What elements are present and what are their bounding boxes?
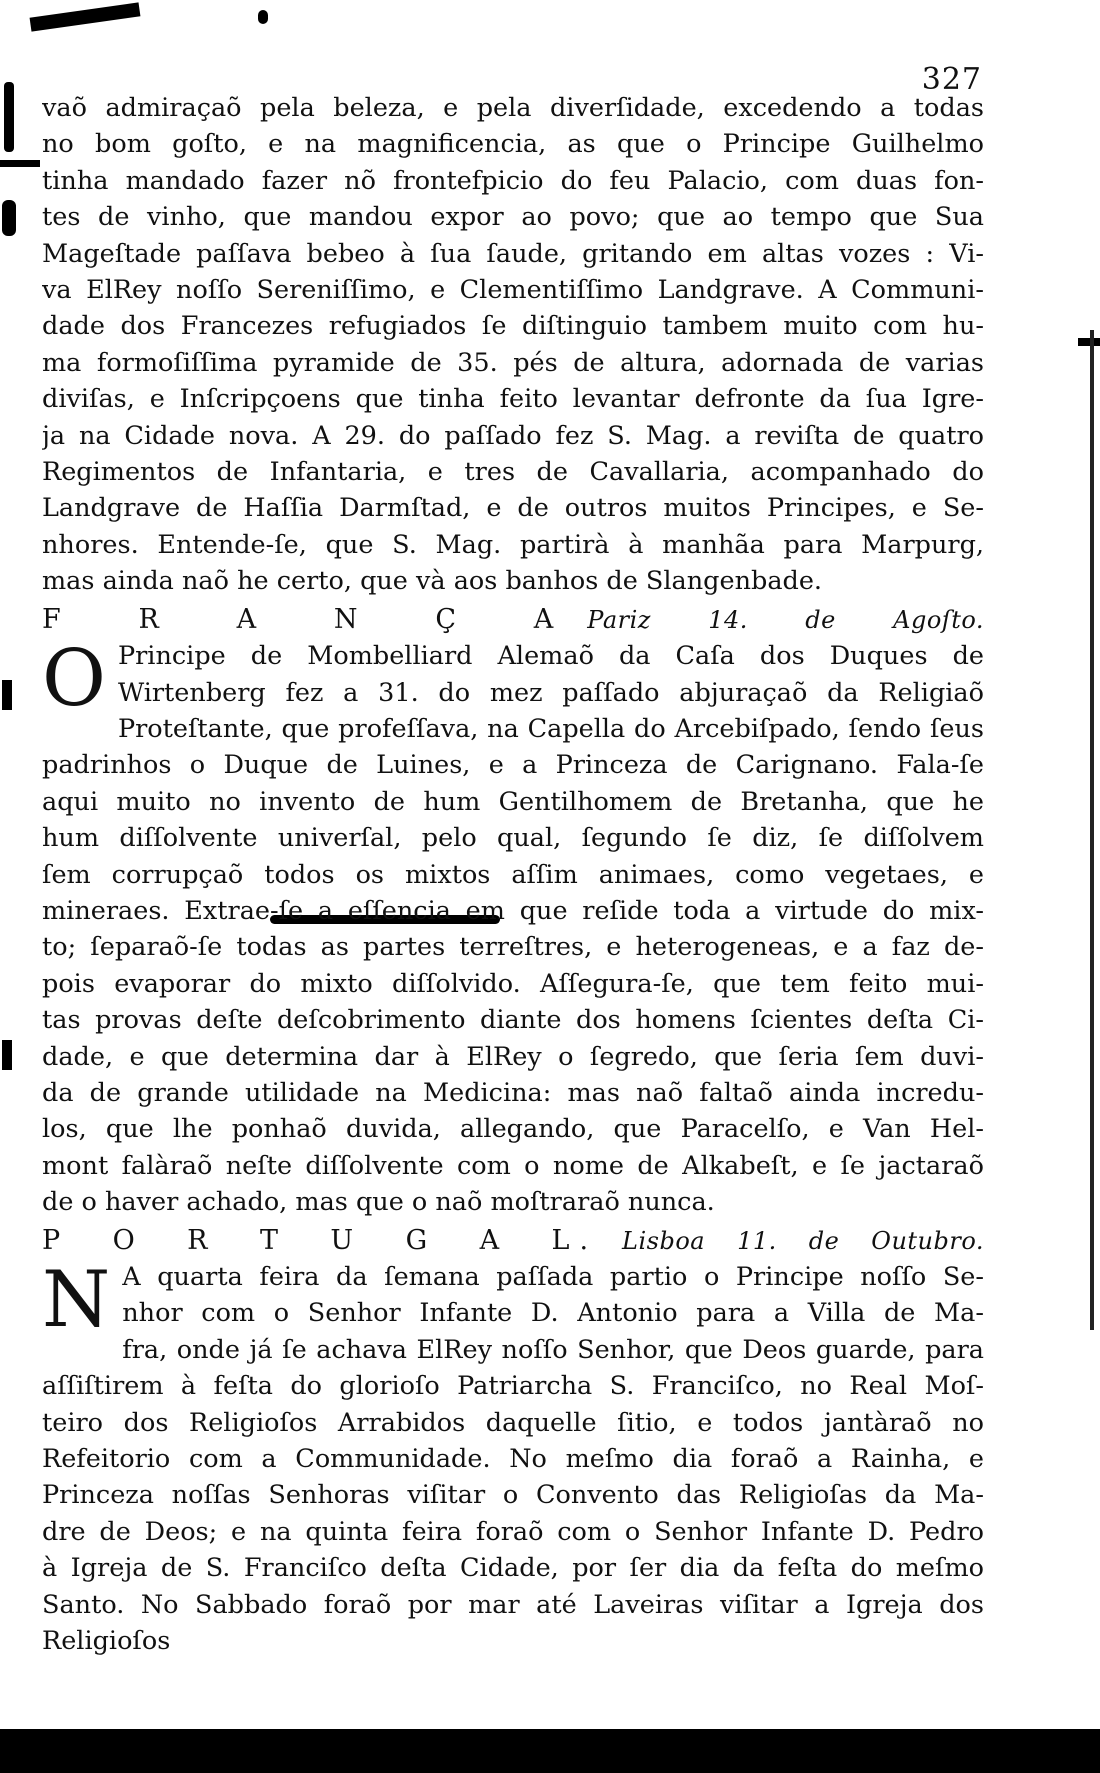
text-line: Wirtenberg fez a 31. do mez paſſado abjuraçaõ da Religiaõ [117, 677, 984, 708]
text-line: Mageſtade paſſava bebeo à ſua ſaude, gritando em altas vozes : Vi- [42, 238, 984, 269]
portugal-heading [42, 1223, 984, 1259]
ink-blot-top-left [30, 2, 141, 31]
text-line: dade dos Francezes refugiados ſe diſtinguio tambem muito com hu- [42, 311, 984, 342]
catchword: Religioſos [42, 1626, 171, 1657]
ink-mark-left-4 [2, 680, 12, 710]
portugal-title: P O R T U G A L. [42, 1224, 599, 1256]
ink-mark-left-2 [0, 160, 40, 167]
text-line: tes de vinho, que mandou expor ao povo; que ao tempo que Sua [42, 202, 984, 233]
right-edge-bar [1090, 330, 1094, 1330]
text-line: hum diſſolvente univerſal, pelo qual, ſegundo ſe diz, ſe diſſolvem [42, 823, 984, 854]
text-line: no bom goſto, e na magnificencia, as que o Principe Guilhelmo [42, 129, 984, 160]
text-line: fra, onde já ſe achava ElRey noſſo Senhor, que Deos guarde, para [122, 1334, 984, 1365]
text-line: dade, e que determina dar à ElRey o ſegredo, que ſeria ſem duvi- [42, 1041, 984, 1072]
text-line: mas ainda naõ he certo, que và aos banhos de Slangenbade. [42, 566, 823, 597]
text-line: Regimentos de Infantaria, e tres de Cavallaria, acompanhado do [42, 457, 984, 488]
franca-heading [42, 602, 984, 638]
text-line: pois evaporar do mixto diſſolvido. Aſſegura-ſe, que tem feito mui- [42, 968, 984, 999]
text-line: dre de Deos; e na quinta feira foraõ com o Senhor Infante D. Pedro [42, 1516, 984, 1547]
scan-bottom-border [0, 1729, 1100, 1773]
franca-dateline: Pariz 14. de Agoſto. [587, 605, 984, 634]
top-paragraph [42, 90, 984, 600]
right-edge-tick [1078, 338, 1100, 346]
ink-blot-top-dot [258, 10, 268, 24]
text-line: ſem corrupçaõ todos os mixtos aſſim animaes, como vegetaes, e [42, 859, 984, 890]
ink-mark-left-3 [2, 200, 16, 236]
franca-dropcap: O [42, 634, 106, 725]
portugal-dropcap: N [42, 1255, 111, 1345]
ink-mark-left-5 [2, 1040, 12, 1070]
ink-mark-left-1 [4, 82, 14, 152]
text-line: va ElRey noſſo Sereniſſimo, e Clementiſſimo Landgrave. A Communi- [42, 275, 984, 306]
text-line: ja na Cidade nova. A 29. do paſſado fez S. Mag. a reviſta de quatro [42, 420, 984, 451]
page-text [42, 90, 984, 1659]
text-line: nhor com o Senhor Infante D. Antonio para a Villa de Ma- [122, 1298, 984, 1329]
text-line: de o haver achado, mas que o naõ moſtraraõ nunca. [42, 1187, 715, 1218]
text-line: Santo. No Sabbado foraõ por mar até Laveiras viſitar a Igreja dos [42, 1589, 984, 1620]
text-line: nhores. Entende-ſe, que S. Mag. partirà à manhãa para Marpurg, [42, 529, 984, 560]
text-line: mont falàraõ neſte diſſolvente com o nome de Alkabeſt, e ſe jactaraõ [42, 1150, 984, 1181]
text-line: A quarta feira da ſemana paſſada partio o Principe noſſo Se- [122, 1262, 984, 1292]
portugal-paragraph [42, 1255, 984, 1623]
text-line: tinha mandado fazer nõ frontefpicio do feu Palacio, com duas fon- [42, 165, 984, 196]
portugal-dateline: Lisboa 11. de Outubro. [622, 1226, 984, 1255]
text-line: diviſas, e Inſcripçoens que tinha feito levantar defronte da ſua Igre- [42, 384, 984, 415]
text-line: aſſiſtirem à feſta do glorioſo Patriarcha S. Franciſco, no Real Moſ- [42, 1371, 984, 1402]
franca-title: F R A N Ç A [42, 603, 564, 635]
text-line: Princeza noſſas Senhoras viſitar o Convento das Religioſas da Ma- [42, 1480, 984, 1511]
text-line: tas provas deſte deſcobrimento diante dos homens ſcientes deſta Ci- [42, 1005, 984, 1036]
page-number: 327 [921, 62, 982, 97]
franca-paragraph [42, 634, 984, 1221]
text-line: padrinhos o Duque de Luines, e a Princeza de Carignano. Fala-ſe [42, 750, 984, 781]
text-line: Refeitorio com a Communidade. No meſmo dia foraõ a Rainha, e [42, 1444, 984, 1475]
text-line: ma formoſiſſima pyramide de 35. pés de altura, adornada de varias [42, 347, 984, 378]
text-line: mineraes. Extrae-ſe a eſſencia em que reſide toda a virtude do mix- [42, 895, 984, 926]
text-line: to; ſeparaõ-ſe todas as partes terreſtres, e heterogeneas, e a faz de- [42, 932, 984, 963]
text-line: da de grande utilidade na Medicina: mas naõ faltaõ ainda incredu- [42, 1077, 984, 1108]
text-line: Proteſtante, que profeſſava, na Capella do Arcebiſpado, ſendo ſeus [117, 713, 984, 744]
text-line: Principe de Mombelliard Alemaõ da Caſa dos Duques de [117, 641, 984, 672]
text-line: aqui muito no invento de hum Gentilhomem de Bretanha, que he [42, 786, 984, 817]
text-line: à Igreja de S. Franciſco deſta Cidade, por ſer dia da feſta do meſmo [42, 1553, 984, 1584]
text-line: Landgrave de Haſſia Darmſtad, e de outros muitos Principes, e Se- [42, 493, 984, 524]
text-line: teiro dos Religioſos Arrabidos daquelle ſitio, e todos jantàraõ no [42, 1407, 984, 1438]
text-line: vaõ admiraçaõ pela beleza, e pela diverſidade, excedendo a todas [42, 93, 984, 123]
text-line: los, que lhe ponhaõ duvida, allegando, que Paracelſo, e Van Hel- [42, 1114, 984, 1145]
